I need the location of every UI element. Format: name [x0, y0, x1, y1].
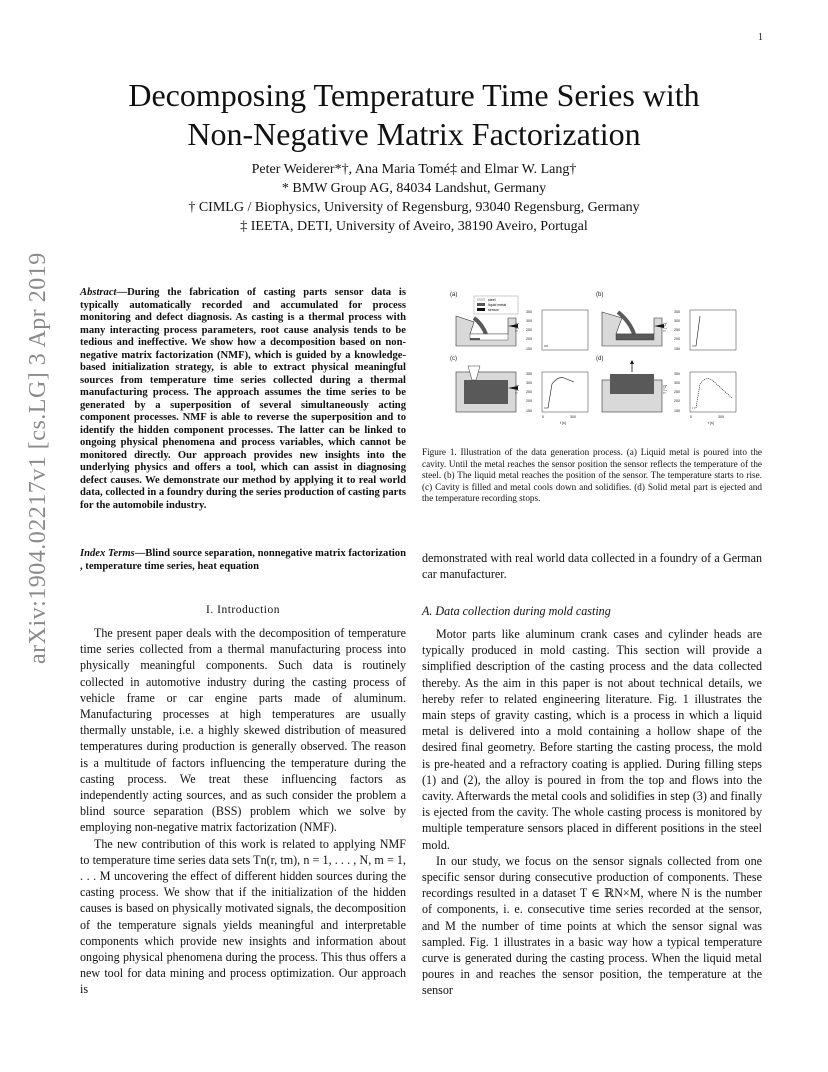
subsection-heading: A. Data collection during mold casting	[422, 604, 611, 618]
chart-c-ytick-350: 350	[526, 372, 532, 376]
panel-a-mold	[456, 316, 518, 346]
chart-b-ytick-200: 200	[674, 337, 680, 341]
data-collection-body	[422, 626, 762, 999]
index-terms-text: —Blind source separation, nonnegative matrix factorization , temperature time series, heat equation	[80, 548, 406, 572]
panel-d-mold	[602, 360, 662, 412]
legend-sensor: sensor	[488, 308, 499, 312]
chart-d	[663, 372, 736, 425]
panel-label-a: (a)	[450, 292, 458, 298]
chart-d-xlabel: t [s]	[708, 421, 714, 425]
panel-label-c: (c)	[450, 356, 457, 362]
page-number: 1	[758, 32, 763, 43]
right-column-continuation: demonstrated with real world data collected in a foundry of a German car manufacturer.	[422, 551, 762, 582]
intro-heading: I. Introduction	[206, 604, 280, 616]
legend-metal: liquid metal	[488, 303, 507, 307]
chart-b-ytick-150: 150	[674, 347, 680, 351]
chart-a-ytick-350: 350	[526, 310, 532, 314]
paper-title	[60, 76, 768, 154]
legend-sensor-swatch	[477, 308, 485, 311]
figure-caption: Figure 1. Illustration of the data generation process. (a) Liquid metal is poured into the cavity. Until the metal reaches the sensor position the sensor reflects the temperature of the steel. (b) The liquid metal reaches the position of the sensor. The temperature starts to rise. (c) Cavity is filled and metal cools down and solidifies. (d) Solid metal part is ejected and the temperature recording stops.	[422, 447, 762, 504]
index-terms	[80, 548, 406, 573]
chart-a-ytick-250: 250	[526, 328, 532, 332]
title-line-1: Decomposing Temperature Time Series with	[128, 77, 700, 113]
intro-paragraph-1: The present paper deals with the decomposition of temperature time series collected from a thermal manufacturing process into physically meaningful components. Such data is routinely collected in automotive industry during the casting process of vehicle frame or car engine parts made of aluminum. Manufacturing processes at high temperatures are usually thermally unstable, i.e. a highly skewed distribution of measured temperatures during production is generally observed. The reason is a multitude of factors influencing the temperature during the casting process. We treat these influencing factors as independently acting sources, and as such consider the problem a blind source separation (BSS) problem which we solve by employing non-negative matrix factorization (NMF).	[80, 626, 406, 835]
legend-steel: steel	[488, 298, 496, 302]
title-line-2: Non-Negative Matrix Factorization	[187, 116, 641, 152]
chart-c-ytick-150: 150	[526, 409, 532, 413]
index-terms-lead: Index Terms	[80, 548, 135, 559]
abstract-lead: Abstract	[80, 287, 117, 298]
chart-b-ytick-350: 350	[674, 310, 680, 314]
chart-d-ytick-200: 200	[674, 399, 680, 403]
affiliation-regensburg: † CIMLG / Biophysics, University of Regensburg, 93040 Regensburg, Germany	[188, 200, 640, 215]
chart-d-xtick-0: 0	[690, 415, 692, 419]
chart-d-ytick-250: 250	[674, 390, 680, 394]
chart-d-ytick-150: 150	[674, 409, 680, 413]
panel-label-d: (d)	[596, 356, 604, 362]
chart-c-ytick-200: 200	[526, 399, 532, 403]
chart-c-xtick-0: 0	[542, 415, 544, 419]
chart-b-ytick-300: 300	[674, 319, 680, 323]
affiliation-bmw: * BMW Group AG, 84034 Landshut, Germany	[281, 181, 547, 196]
figure-legend	[474, 296, 518, 314]
chart-c-ylabel: T [°C]	[515, 384, 519, 394]
chart-a-ytick-300: 300	[526, 319, 532, 323]
chart-b-ylabel: T [°C]	[663, 322, 667, 332]
chart-c-xlabel: t [s]	[560, 421, 566, 425]
panel-label-b: (b)	[596, 292, 604, 298]
intro-paragraph-2: The new contribution of this work is related to applying NMF to temperature time series data sets Tn(r, tm), n = 1, . . . , N, m = 1, . . . M uncovering the effect of different hidden sources during the casting process. We show that if the initialization of the hidden causes is based on physically motivated signals, the decomposition of the temperature signals yields meaningful and interpretable components which provide new insights and information about ongoing physical phenomena during the process. This thus offers a new tool for data mining and process optimization. Our approach is	[80, 836, 406, 997]
chart-c-ytick-250: 250	[526, 390, 532, 394]
panel-b-mold	[602, 312, 664, 346]
legend-steel-swatch	[477, 298, 485, 301]
affiliation-aveiro: ‡ IEETA, DETI, University of Aveiro, 38190 Aveiro, Portugal	[240, 219, 588, 234]
intro-body	[80, 625, 406, 998]
author-names: Peter Weiderer*†, Ana Maria Tomé‡ and Elmar W. Lang†	[251, 162, 577, 177]
data-collection-paragraph-1: Motor parts like aluminum crank cases and cylinder heads are typically produced in mold casting. This section will provide a simplified description of the casting process and the data collected thereby. As the aim in this paper is not about technical details, we hereby refer to related engineering literature. Fig. 1 illustrates the main steps of gravity casting, which is a process in which a liquid metal is delivered into a mold containing a hollow shape of the desired final geometry. Before starting the casting process, the mold is pre-heated and a refractory coating is applied. During filling steps (1) and (2), the alloy is poured in from the top and flows into the cavity. Afterwards the metal cools and solidifies in step (3) and finally is ejected from the cavity. The whole casting process is monitored by multiple temperature sensors placed in different positions in the steel mold.	[422, 627, 762, 852]
chart-a-ylabel: T [°C]	[515, 322, 519, 332]
chart-a	[515, 310, 588, 351]
chart-c-xtick-300: 300	[570, 415, 576, 419]
abstract-text: —During the fabrication of casting parts sensor data is typically automatically recorded and accumulated for process monitoring and defect diagnosis. As casting is a thermal process with many interacting process parameters, root cause analysis tends to be tedious and ineffective. We show how a decomposition based on non-negative matrix factorization (NMF), which is guided by a knowledge-based initialization strategy, is able to extract physical meaningful sources from temperature time series collected during a thermal manufacturing process. The approach assumes the time series to be generated by a superposition of several simultaneously acting component processes. NMF is able to reverse the superposition and to identify the hidden component processes. The latter can be linked to ongoing physical phenomena and process variables, which cannot be monitored directly. Our approach provides new insights into the underlying physics and offers a tool, which can assist in diagnosing defect causes. We demonstrate our method by applying it to real world data, collected in a foundry during the series production of casting parts for the automobile industry.	[80, 287, 406, 511]
panel-c-mold	[456, 366, 518, 412]
chart-a-ytick-150: 150	[526, 347, 532, 351]
chart-a-ytick-200: 200	[526, 337, 532, 341]
chart-d-xtick-300: 300	[718, 415, 724, 419]
author-block	[60, 160, 768, 236]
chart-c	[515, 372, 588, 425]
chart-c-ytick-300: 300	[526, 381, 532, 385]
chart-d-ylabel: T [°C]	[663, 384, 667, 394]
legend-metal-swatch	[477, 303, 485, 306]
chart-d-ytick-300: 300	[674, 381, 680, 385]
chart-b	[663, 310, 736, 351]
abstract	[80, 287, 406, 512]
figure-1	[446, 288, 742, 440]
data-collection-paragraph-2: In our study, we focus on the sensor signals collected from one specific sensor during consecutive production of components. These recordings resulted in a dataset T ∈ ℝN×M, where N is the number of components, i. e. consecutive time series recorded at the sensor, and M the number of time points at which the sensor signal was sampled. Fig. 1 illustrates in a basic way how a typical temperature curve is generated during the casting process. When the liquid metal poures in and reaches the sensor position, the temperature at the sensor	[422, 853, 762, 998]
chart-b-ytick-250: 250	[674, 328, 680, 332]
arxiv-stamp: arXiv:1904.02217v1 [cs.LG] 3 Apr 2019	[25, 252, 51, 664]
chart-d-ytick-350: 350	[674, 372, 680, 376]
